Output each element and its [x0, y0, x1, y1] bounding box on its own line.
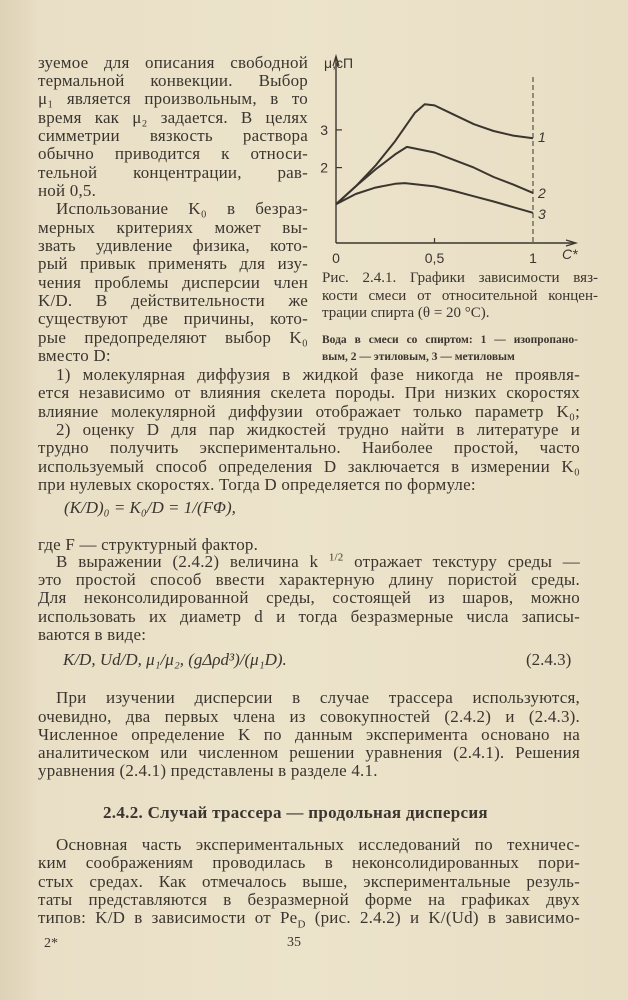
figure-caption-line: трации спирта (θ = 20 °C). — [322, 305, 490, 321]
text-line: μ₁ является произвольным, в то — [38, 89, 308, 108]
page-number: 35 — [287, 935, 301, 950]
x-tick-label: 0,5 — [424, 250, 445, 266]
formula-kd0: (K/D)₀ = K₀/D = 1/(FΦ), — [64, 498, 236, 517]
curve-3 — [336, 183, 533, 213]
figure-legend-line: Вода в смеси со спиртом: 1 — изопропано- — [322, 334, 578, 346]
superscript: 1/2 — [328, 551, 344, 564]
text-fragment: отражает текстуру среды — — [343, 552, 580, 571]
text-line: время как μ₂ задается. В целях — [38, 108, 308, 127]
text-line: рые предопределяют выбор K₀ — [38, 328, 308, 347]
text-line: ваются в виде: — [38, 625, 147, 644]
text-line: влияние молекулярной диффузии отображает только параметр K₀; — [38, 402, 580, 421]
text-fragment: (рис. 2.4.2) и K/(Ud) в зависимо- — [305, 908, 580, 927]
figure-caption-line: Рис. 2.4.1. Графики зависимости вяз- — [322, 270, 598, 286]
formula-dimensionless-numbers: K/D, Ud/D, μ₁/μ₂, (gΔρd³)/(μ₁D). — [63, 650, 287, 669]
y-tick-label: 3 — [320, 121, 328, 138]
text-fragment: типов: K/D в зависимости от Pe — [38, 908, 298, 927]
text-line: тельной концентрации, рав- — [38, 163, 308, 182]
text-line: термальной конвекции. Выбор — [38, 71, 308, 90]
text-line: 1) молекулярная диффузия в жидкой фазе никогда не проявля- — [56, 365, 580, 384]
text-line: очевидно, два первых члена из совокупностей (2.4.2) и (2.4.3). — [38, 707, 580, 726]
text-line: При изучении дисперсии в случае трассера используются, — [56, 688, 580, 707]
figure-caption-line: кости смеси от относительной концен- — [322, 288, 598, 304]
text-line: зуемое для описания свободной — [38, 53, 308, 72]
text-line: существуют две причины, кото- — [38, 309, 308, 328]
text-line: при нулевых скоростях. Тогда D определяется по формуле: — [38, 475, 476, 494]
text-line: ким соображениям проводилась в неконсолидированных пори- — [38, 853, 580, 872]
text-line: чения проблемы дисперсии член — [38, 273, 308, 292]
text-line: уравнения (2.4.1) представлены в разделе 4.1. — [38, 761, 378, 780]
text-line: Численное определение K по данным эксперимента основано на — [38, 725, 580, 744]
text-line: таты представляются в безразмерной форме на графиках двух — [38, 890, 580, 909]
text-line: мерных критериях может вы- — [38, 218, 308, 237]
text-line: Использование K₀ в безраз- — [56, 199, 308, 218]
text-line: 2) оценку D для пар жидкостей трудно найти в литературе и — [56, 420, 580, 439]
text-line: стых средах. Как отмечалось выше, экспериментальные резуль- — [38, 872, 580, 891]
y-tick-label: 2 — [320, 159, 328, 176]
text-line: K/D. В действительности же — [38, 291, 308, 310]
text-fragment: В выражении (2.4.2) величина k — [56, 552, 329, 571]
curve-1 — [336, 104, 533, 204]
text-line: обычно приводится к относи- — [38, 144, 308, 163]
text-line: звать удивление физика, кото- — [38, 236, 308, 255]
text-line: используемый способ определения D заключается в измерении K₀ — [38, 457, 580, 476]
text-line: это простой способ ввести характерную длину пористой среды. — [38, 570, 580, 589]
text-line: Основная часть экспериментальных исследований по техничес- — [56, 835, 580, 854]
text-line: Для неконсолидированной среды, состоящей из шаров, можно — [38, 588, 580, 607]
x-axis-label: C* — [562, 246, 578, 262]
text-line: где F — структурный фактор. — [38, 535, 259, 554]
text-line — [38, 908, 580, 931]
text-line: рый привык применять для изу- — [38, 254, 308, 273]
text-line: трудно получить экспериментально. Наиболее простой, часто — [38, 438, 580, 457]
signature-mark: 2* — [44, 936, 58, 951]
curve-label-2: 2 — [538, 184, 546, 201]
section-heading: 2.4.2. Случай трассера — продольная дисперсия — [103, 803, 488, 822]
text-line: ется независимо от влияния скелета породы. При низких скоростях — [38, 383, 580, 402]
equation-number: (2.4.3) — [526, 650, 572, 669]
figure-legend-line: вым, 2 — этиловым, 3 — метиловым — [322, 351, 515, 363]
x-tick-label: 1 — [529, 250, 537, 266]
subscript: D — [297, 918, 306, 931]
text-line: вместо D: — [38, 346, 111, 365]
viscosity-chart — [300, 30, 600, 270]
text-line: симметрии вязкость раствора — [38, 126, 308, 145]
curve-label-3: 3 — [538, 205, 546, 222]
text-line: аналитическом или численном решении уравнения (2.4.1). Решения — [38, 743, 580, 762]
x-tick-label: 0 — [332, 250, 340, 266]
text-line — [38, 553, 580, 571]
text-line: ной 0,5. — [38, 181, 97, 200]
text-line: использовать их диаметр d и тогда безразмерные числа записы- — [38, 607, 580, 626]
curve-label-1: 1 — [538, 129, 546, 146]
y-axis-label: μ,сП — [324, 55, 354, 71]
